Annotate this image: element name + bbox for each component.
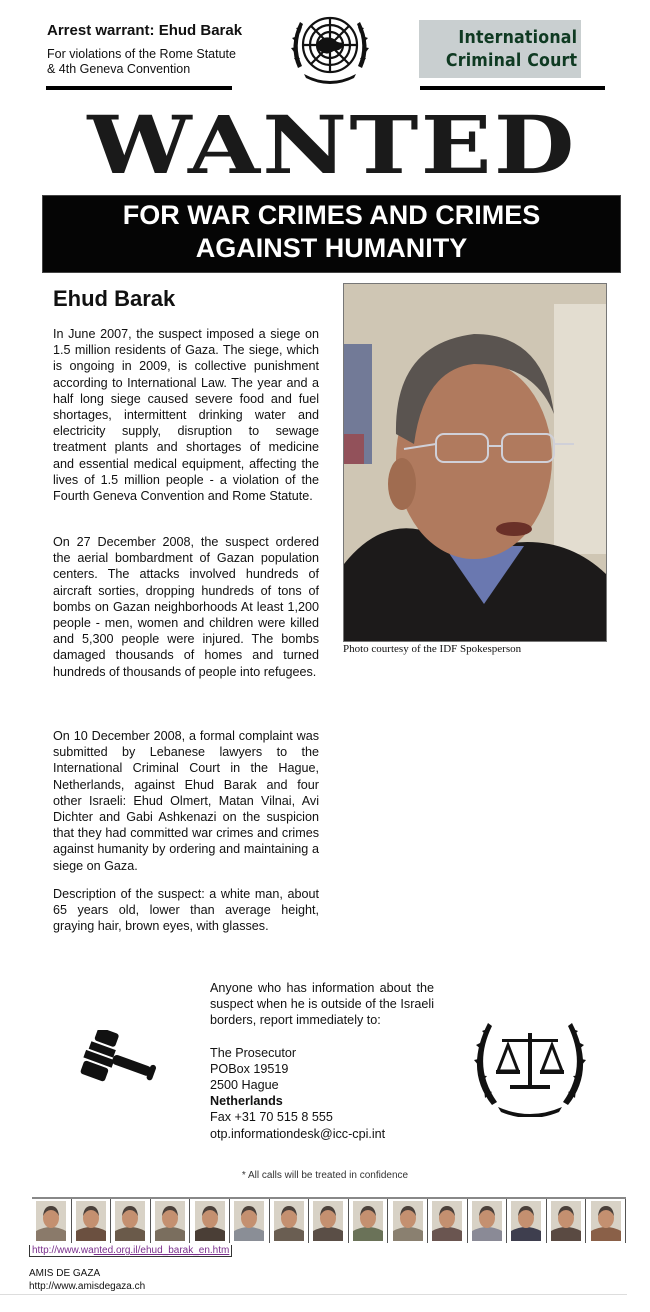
header-rule-left bbox=[46, 86, 232, 90]
contact-pobox: POBox 19519 bbox=[210, 1061, 289, 1076]
suspect-thumbnail[interactable] bbox=[586, 1199, 626, 1243]
thumbnail-portrait bbox=[551, 1201, 581, 1241]
paragraph-bombardment: On 27 December 2008, the suspect ordered the aerial bombardment of Gazan population centers. The attacks involved hundreds of aircraft sorties, dropping hundreds of tons of bombs on Gazan neighborhoods At least 1,200 people - men, women and children were killed and 5,300 people were injured. The bombs damaged thousands of homes and turned hundreds of thousands of people into refugees. bbox=[53, 535, 319, 679]
footer-organization bbox=[29, 1267, 145, 1293]
suspect-thumbnail[interactable] bbox=[388, 1199, 428, 1243]
confidentiality-note: * All calls will be treated in confidence bbox=[241, 1170, 409, 1181]
thumbnail-portrait bbox=[432, 1201, 462, 1241]
thumbnail-portrait bbox=[353, 1201, 383, 1241]
paragraph-complaint: On 10 December 2008, a formal complaint was submitted by Lebanese lawyers to the International Criminal Court in the Hague, Netherlands, against Ehud Barak and four other Israeli: Ehud Olmert, Matan Vilnai, Avi Dichter and Gabi Ashkenazi on the suspicion that they had committed war crimes and crimes against humanity by ordering and maintaining a siege on Gaza. bbox=[53, 729, 319, 873]
contact-country: Netherlands bbox=[210, 1094, 283, 1109]
suspect-name: Ehud Barak bbox=[53, 286, 176, 311]
suspect-thumbnail[interactable] bbox=[309, 1199, 349, 1243]
thumbnail-portrait bbox=[155, 1201, 185, 1241]
source-link[interactable] bbox=[29, 1245, 232, 1257]
paragraph-siege: In June 2007, the suspect imposed a siege on 1.5 million residents of Gaza. The siege, which is ongoing in 2009, is collective punishment according to International Law. The year and a half long siege caused severe food and fuel shortages, intermittent drinking water and electricity supply, disruption to sewage treatment plants and shortages of medicine and essential medical equipment, affecting the lives of 1.5 million people - a violation of the Fourth Geneva Convention and Rome Statute. bbox=[53, 327, 319, 504]
photo-caption: Photo courtesy of the IDF Spokesperson bbox=[343, 643, 522, 655]
suspect-thumbnail[interactable] bbox=[270, 1199, 310, 1243]
header-rule-right bbox=[420, 86, 605, 90]
un-emblem-icon bbox=[284, 8, 376, 88]
warrant-subtitle bbox=[47, 47, 236, 77]
suspect-thumbnail[interactable] bbox=[32, 1199, 72, 1243]
suspect-thumbnail[interactable] bbox=[72, 1199, 112, 1243]
icc-line-1: International bbox=[458, 27, 577, 48]
thumbnail-portrait bbox=[511, 1201, 541, 1241]
thumbnail-portrait bbox=[472, 1201, 502, 1241]
suspect-photo bbox=[343, 283, 607, 642]
subtitle-line-2: & 4th Geneva Convention bbox=[47, 62, 191, 76]
suspect-thumbnail[interactable] bbox=[547, 1199, 587, 1243]
thumbnail-portrait bbox=[274, 1201, 304, 1241]
gavel-icon bbox=[78, 1030, 162, 1102]
icc-line-2: Criminal Court bbox=[445, 50, 577, 71]
contact-city: 2500 Hague bbox=[210, 1078, 279, 1093]
thumbnail-portrait bbox=[36, 1201, 66, 1241]
suspect-thumbnail[interactable] bbox=[230, 1199, 270, 1243]
contact-recipient: The Prosecutor bbox=[210, 1045, 297, 1060]
paragraph-description: Description of the suspect: a white man, about 65 years old, lower than average height, graying hair, brown eyes, with glasses. bbox=[53, 887, 319, 934]
thumbnail-portrait bbox=[393, 1201, 423, 1241]
suspect-thumbnail[interactable] bbox=[111, 1199, 151, 1243]
banner-line-2: AGAINST HUMANITY bbox=[195, 233, 468, 263]
suspect-thumbnail[interactable] bbox=[349, 1199, 389, 1243]
contact-block bbox=[210, 980, 434, 1142]
thumbnail-portrait bbox=[76, 1201, 106, 1241]
footer-divider bbox=[0, 1294, 627, 1295]
warrant-title: Arrest warrant: Ehud Barak bbox=[47, 22, 243, 39]
suspect-portrait-illustration bbox=[344, 284, 606, 641]
thumbnail-portrait bbox=[195, 1201, 225, 1241]
suspect-thumbnail[interactable] bbox=[151, 1199, 191, 1243]
wanted-headline: WANTED bbox=[87, 98, 577, 192]
subtitle-line-1: For violations of the Rome Statute bbox=[47, 47, 236, 61]
source-link-underlined: nted.org.il/ehud_barak_en.htm bbox=[93, 1245, 230, 1256]
charge-banner-text bbox=[43, 199, 620, 265]
banner-line-1: FOR WAR CRIMES AND CRIMES bbox=[122, 200, 541, 230]
icc-logo-text bbox=[446, 26, 577, 72]
related-suspects-strip bbox=[32, 1197, 626, 1245]
contact-intro: Anyone who has information about the suspect when he is outside of the Israeli borders, report immediately to: bbox=[210, 981, 434, 1028]
suspect-thumbnail[interactable] bbox=[507, 1199, 547, 1243]
contact-email[interactable]: otp.informationdesk@icc-cpi.int bbox=[210, 1126, 386, 1141]
thumbnail-portrait bbox=[313, 1201, 343, 1241]
charge-banner bbox=[42, 195, 621, 273]
thumbnail-portrait bbox=[115, 1201, 145, 1241]
thumbnail-portrait bbox=[234, 1201, 264, 1241]
icc-logo-box bbox=[419, 20, 581, 78]
suspect-thumbnail[interactable] bbox=[468, 1199, 508, 1243]
scales-of-justice-icon bbox=[470, 1015, 590, 1117]
contact-fax: Fax +31 70 515 8 555 bbox=[210, 1110, 333, 1125]
source-link-prefix: http://www.wa bbox=[32, 1245, 94, 1256]
suspect-thumbnail[interactable] bbox=[428, 1199, 468, 1243]
footer-org-name: AMIS DE GAZA bbox=[29, 1268, 101, 1279]
suspect-thumbnail[interactable] bbox=[190, 1199, 230, 1243]
thumbnail-portrait bbox=[591, 1201, 621, 1241]
footer-org-url[interactable]: http://www.amisdegaza.ch bbox=[29, 1281, 146, 1292]
